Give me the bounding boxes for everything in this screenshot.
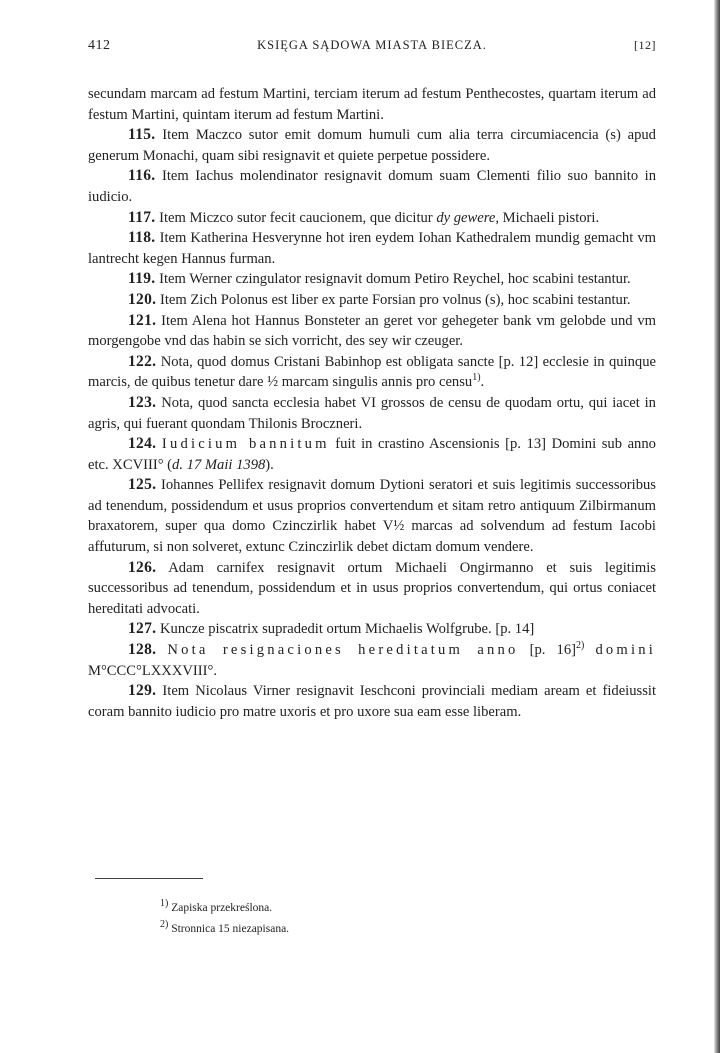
entry-text: ). [265, 456, 274, 473]
entry-128 [88, 640, 656, 681]
entry-italic-term: dy gewere, [436, 209, 499, 226]
entry-number: 123. [128, 393, 157, 411]
entry-number: 127. [128, 620, 157, 638]
entry-number: 125. [128, 476, 157, 494]
entry-number: 115. [128, 126, 156, 144]
entry-text: Iohannes Pellifex resignavit domum Dytioni seratori et suis legitimis successoribus ad tenendum, possidendum et usus proprios convertendum et sitam retro antiquum Zilbirmanum braxatorem, super qua domo Czinczirlik habet V½ marcas ad solvendum ad festum Iacobi affuturum, si non solveret, extunc Czinczirlik debet dictam domum vendere. [88, 477, 656, 556]
footnote-mark: 2) [160, 919, 169, 931]
page-reference: [p. 12] [498, 353, 539, 370]
entry-text: . [480, 374, 485, 391]
entry-number: 128. [128, 641, 157, 659]
footnote-mark: 1) [160, 898, 169, 910]
entry-121 [88, 311, 656, 352]
entry-127 [88, 619, 656, 640]
entry-124 [88, 434, 656, 475]
entry-122 [88, 352, 656, 393]
running-title: KSIĘGA SĄDOWA MIASTA BIECZA. [257, 38, 487, 52]
entry-text: Domini sub anno etc. XCVIII° ( [88, 436, 656, 473]
page-body [88, 84, 656, 722]
entry-text: Item Katherina Hesverynne hot iren eydem Iohan Kathedralem mundig gemacht vm lantrecht kegen Hannus furman. [88, 230, 656, 267]
entry-date: d. 17 Maii 1398 [172, 456, 266, 473]
entry-number: 120. [128, 290, 157, 308]
entry-text: Item Alena hot Hannus Bonsteter an geret vor gehegeter bank vm gelobde und vm morgengobe vnd das habin se sich vorricht, des sey wir czeuger. [88, 312, 656, 350]
footnotes [160, 898, 560, 940]
section-marker: [12] [634, 38, 656, 52]
page-reference: [p. 13] [505, 436, 546, 453]
entry-text: Nota, quod domus Cristani Babinhop est obligata sancte [160, 353, 495, 370]
entry-text: Item Maczco sutor emit domum humuli cum alia terra circumiacencia (s) apud generum Monachi, quam sibi resignavit et quiete perpetue possidere. [88, 127, 656, 164]
entry-number: 121. [128, 311, 157, 329]
entry-number: 129. [128, 682, 157, 700]
footnote-divider [95, 878, 203, 879]
entry-number: 122. [128, 352, 157, 370]
footnote-1 [160, 898, 560, 919]
entry-text: Adam carnifex resignavit ortum Michaeli Ongirmanno et suis legitimis successoribus ad tenendum, possidendum et in usus proprios convertendum, qui ortus coniacet hereditati advocati. [88, 559, 656, 617]
entry-number: 119. [128, 270, 156, 288]
page-reference: [p. 14] [495, 621, 535, 638]
spaced-heading: Iudicium bannitum [161, 436, 330, 453]
footnote-ref: 1) [472, 372, 481, 384]
running-header [88, 38, 656, 60]
entry-119 [88, 269, 656, 290]
entry-number: 116. [128, 167, 156, 185]
footnote-ref: 2) [576, 640, 585, 652]
entry-text: M°CCC°LXXXVIII°. [88, 662, 217, 679]
page-edge [714, 0, 720, 1053]
entry-number: 124. [128, 435, 157, 453]
entry-text: fuit in crastino Ascensionis [335, 436, 500, 453]
entry-text: Nota, quod sancta ecclesia habet VI grossos de censu de quodam ortu, qui iacet in agris, qui fuerant quondam Thilonis Broczneri. [88, 394, 656, 432]
entry-text: ecclesie in quinque marcis, de quibus tenetur dare ½ marcam singulis annis pro censu [88, 353, 656, 391]
entry-115 [88, 125, 656, 166]
entry-text: Item Zich Polonus est liber ex parte Forsian pro volnus (s), hoc scabini testantur. [159, 291, 631, 308]
entry-number: 126. [128, 558, 157, 576]
spaced-heading: Nota resignaciones hereditatum anno [167, 642, 519, 659]
entry-123 [88, 393, 656, 434]
entry-text: Item Iachus molendinator resignavit domum suam Clementi filio suo bannito in iudicio. [88, 168, 656, 205]
entry-117 [88, 208, 656, 229]
entry-text: Item Miczco sutor fecit caucionem, que dicitur [159, 209, 433, 226]
page-reference: [p. 16] [529, 642, 576, 659]
continuation-text: secundam marcam ad festum Martini, terciam iterum ad festum Penthecostes, quartam iterum ad festum Martini, quintam iterum ad festum Martini. [88, 86, 656, 123]
entry-126 [88, 558, 656, 620]
entry-number: 117. [128, 208, 156, 226]
footnote-2 [160, 919, 560, 940]
entry-text: Kuncze piscatrix supradedit ortum Michaelis Wolfgrube. [159, 621, 492, 638]
footnote-text: Zapiska przekreślona. [171, 902, 273, 914]
entry-118 [88, 228, 656, 269]
entry-number: 118. [128, 229, 156, 247]
entry-129 [88, 681, 656, 722]
entry-125 [88, 475, 656, 557]
entry-text: Michaeli pistori. [502, 209, 600, 226]
footnote-text: Stronnica 15 niezapisana. [171, 923, 290, 935]
entry-text: Item Nicolaus Virner resignavit Ieschconi provinciali mediam aream et fideiussit coram bannito iudicio pro matre uxoris et pro uxore sua eam esse liberam. [88, 683, 656, 720]
page-number: 412 [88, 38, 111, 53]
entry-120 [88, 290, 656, 311]
spaced-heading: domini [595, 642, 656, 659]
entry-116 [88, 166, 656, 207]
entry-text: Item Werner czingulator resignavit domum Petiro Reychel, hoc scabini testantur. [159, 271, 631, 288]
